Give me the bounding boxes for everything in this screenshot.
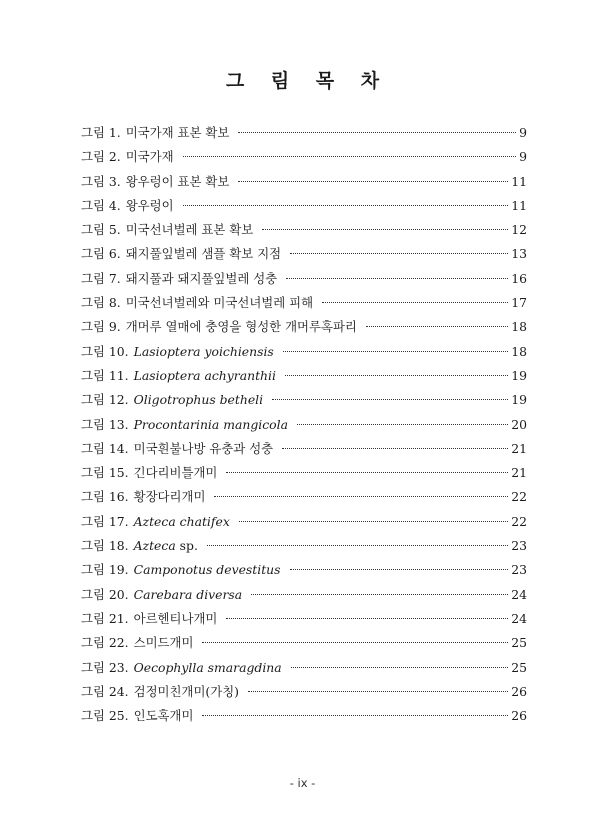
figure-label: 그림 13.: [81, 416, 129, 432]
figure-label: 그림 2.: [81, 149, 121, 165]
toc-entry[interactable]: [81, 364, 527, 388]
page-ref: 13: [511, 246, 527, 262]
dot-leader: [238, 132, 516, 133]
toc-entry[interactable]: [81, 194, 527, 218]
dot-leader: [322, 302, 508, 303]
figure-label: 그림 6.: [81, 246, 121, 262]
dot-leader: [286, 278, 508, 279]
dot-leader: [238, 181, 508, 182]
figure-label: 그림 12.: [81, 392, 129, 408]
toc-entry[interactable]: [81, 388, 527, 412]
figure-label: 그림 19.: [81, 562, 129, 578]
page-ref: 11: [511, 173, 527, 189]
page-title: 그 림 목 차: [225, 70, 390, 92]
figure-title: Azteca chatifex: [133, 513, 230, 529]
figure-label: 그림 25.: [81, 708, 129, 724]
figure-label: 그림 16.: [81, 489, 129, 505]
page-ref: 9: [519, 125, 527, 140]
figure-label: 그림 11.: [81, 367, 129, 383]
page-ref: 21: [511, 440, 527, 456]
toc-entry[interactable]: [81, 680, 527, 704]
dot-leader: [202, 642, 508, 643]
toc-entry[interactable]: [81, 461, 527, 485]
dot-leader: [290, 569, 509, 570]
toc-entry[interactable]: [81, 656, 527, 680]
toc-entry[interactable]: [81, 291, 527, 315]
page-ref: 25: [511, 659, 527, 675]
page-ref: 16: [511, 270, 527, 286]
dot-leader: [207, 545, 508, 546]
figure-label: 그림 17.: [81, 513, 129, 529]
dot-leader: [283, 351, 508, 352]
page-ref: 22: [511, 513, 527, 529]
figure-title: Lasioptera yoichiensis: [133, 343, 274, 359]
figure-title: Carebara diversa: [133, 586, 243, 602]
figure-label: 그림 20.: [81, 586, 129, 602]
dot-leader: [272, 399, 508, 400]
figure-title: 미국선녀벌레 표본 확보: [125, 222, 254, 238]
figure-label: 그림 22.: [81, 635, 129, 651]
figure-title: Camponotus devestitus: [133, 562, 281, 578]
dot-leader: [226, 472, 508, 473]
dot-leader: [285, 375, 508, 376]
toc-entry[interactable]: [81, 145, 527, 169]
figure-title: 인도혹개미: [133, 708, 194, 724]
figure-list: [81, 121, 527, 728]
toc-entry[interactable]: [81, 631, 527, 655]
figure-title: Procontarinia mangicola: [133, 416, 288, 432]
page-ref: 22: [511, 489, 527, 505]
figure-title: 미국선녀벌레와 미국선녀벌레 피해: [125, 295, 314, 311]
dot-leader: [366, 326, 508, 327]
page-ref: 19: [511, 392, 527, 408]
figure-label: 그림 8.: [81, 295, 121, 311]
page-ref: 18: [511, 343, 527, 359]
dot-leader: [183, 156, 517, 157]
figure-label: 그림 3.: [81, 173, 121, 189]
toc-entry[interactable]: [81, 510, 527, 534]
dot-leader: [239, 521, 508, 522]
toc-entry[interactable]: [81, 558, 527, 582]
dot-leader: [248, 691, 508, 692]
page-ref: 26: [511, 683, 527, 699]
figure-label: 그림 10.: [81, 343, 129, 359]
toc-entry[interactable]: [81, 315, 527, 339]
page-ref: 19: [511, 367, 527, 383]
toc-entry[interactable]: [81, 607, 527, 631]
figure-label: 그림 15.: [81, 465, 129, 481]
toc-entry[interactable]: [81, 170, 527, 194]
dot-leader: [262, 229, 508, 230]
page-ref: 23: [511, 562, 527, 578]
figure-title: 왕우렁이: [125, 197, 174, 213]
figure-label: 그림 24.: [81, 683, 129, 699]
page-ref: 21: [511, 465, 527, 481]
page-ref: 9: [519, 149, 527, 165]
figure-title: 스미드개미: [133, 635, 194, 651]
page-ref: 23: [511, 538, 527, 554]
page-number: - ix -: [289, 776, 316, 790]
page-ref: 18: [511, 319, 527, 335]
figure-title: Azteca sp.: [133, 538, 198, 554]
dot-leader: [183, 205, 509, 206]
figure-title: Oecophylla smaragdina: [133, 659, 282, 675]
page-ref: 20: [511, 416, 527, 432]
figure-label: 그림 5.: [81, 222, 121, 238]
dot-leader: [202, 715, 508, 716]
page-ref: 25: [511, 635, 527, 651]
page-ref: 26: [511, 708, 527, 724]
figure-label: 그림 9.: [81, 319, 121, 335]
figure-title: 미국가재 표본 확보: [125, 125, 230, 140]
toc-entry[interactable]: [81, 218, 527, 242]
toc-entry[interactable]: [81, 437, 527, 461]
dot-leader: [291, 667, 509, 668]
figure-label: 그림 21.: [81, 610, 129, 626]
dot-leader: [251, 594, 508, 595]
figure-label: 그림 14.: [81, 440, 129, 456]
page-ref: 12: [511, 222, 527, 238]
figure-title: 돼지풀잎벌레 샘플 확보 지점: [125, 246, 282, 262]
figure-label: 그림 7.: [81, 270, 121, 286]
figure-label: 그림 18.: [81, 538, 129, 554]
toc-entry[interactable]: [81, 340, 527, 364]
toc-entry[interactable]: [81, 121, 527, 145]
dot-leader: [214, 496, 508, 497]
figure-title: 미국가재: [125, 149, 174, 165]
toc-entry[interactable]: [81, 267, 527, 291]
figure-title: 황장다리개미: [133, 489, 206, 505]
figure-label: 그림 4.: [81, 197, 121, 213]
toc-entry[interactable]: [81, 583, 527, 607]
figure-title: Lasioptera achyranthii: [133, 367, 276, 383]
figure-title: 검정미친개미(가칭): [133, 683, 240, 699]
toc-entry[interactable]: [81, 704, 527, 728]
figure-title: 돼지풀과 돼지풀잎벌레 성충: [125, 270, 278, 286]
toc-entry[interactable]: [81, 534, 527, 558]
figure-title: 미국흰불나방 유충과 성충: [133, 440, 274, 456]
page-ref: 24: [511, 610, 527, 626]
dot-leader: [226, 618, 508, 619]
dot-leader: [282, 448, 508, 449]
figure-label: 그림 1.: [81, 125, 121, 140]
dot-leader: [297, 424, 508, 425]
figure-title: Oligotrophus betheli: [133, 392, 264, 408]
toc-entry[interactable]: [81, 485, 527, 509]
figure-title: 왕우렁이 표본 확보: [125, 173, 230, 189]
figure-label: 그림 23.: [81, 659, 129, 675]
dot-leader: [290, 253, 508, 254]
toc-entry[interactable]: [81, 413, 527, 437]
figure-title: 아르헨티나개미: [133, 610, 218, 626]
page-ref: 24: [511, 586, 527, 602]
page-ref: 11: [511, 197, 527, 213]
page-ref: 17: [511, 295, 527, 311]
toc-entry[interactable]: [81, 242, 527, 266]
figure-title: 긴다리비틀개미: [133, 465, 218, 481]
figure-title: 개머루 열매에 충영을 형성한 개머루혹파리: [125, 319, 357, 335]
